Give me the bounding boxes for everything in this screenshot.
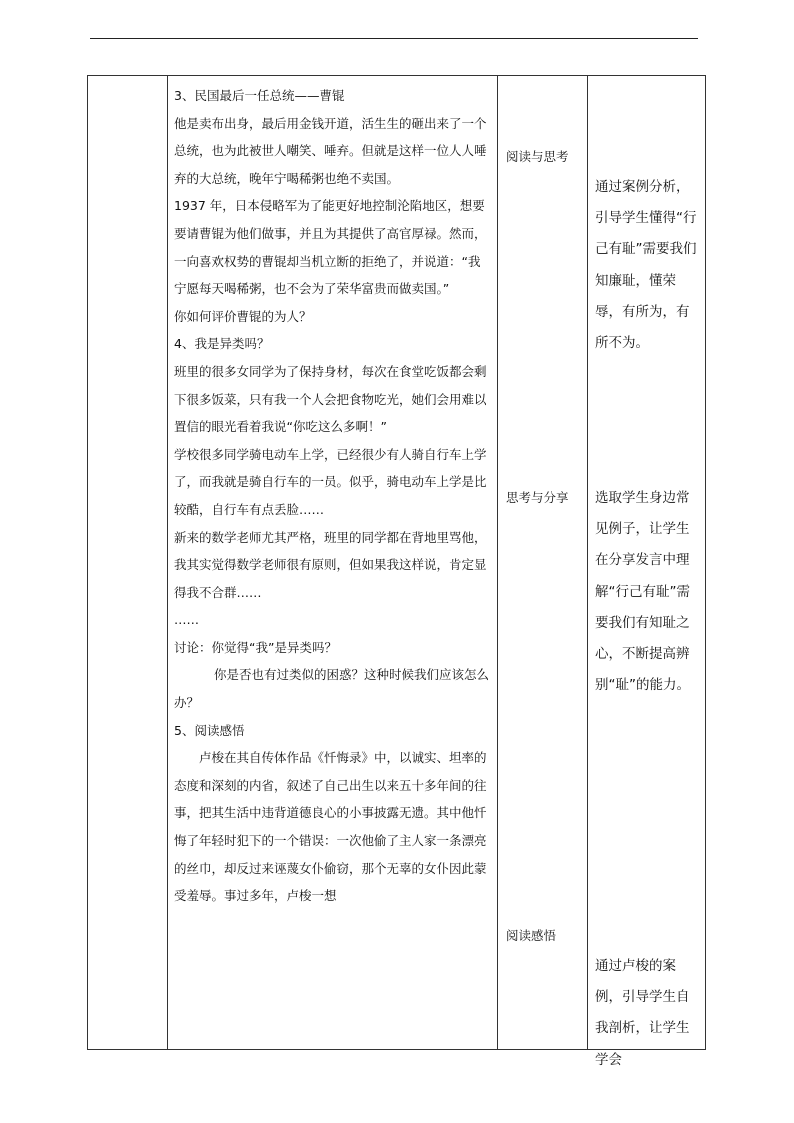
activity-label: 阅读感悟 [506,928,557,943]
discussion: 讨论：你觉得“我”是异类吗？ [174,639,337,655]
paragraph: 卢梭在其自传体作品《忏悔录》中，以诚实、坦率的态度和深刻的内省，叙述了自己出生以来五十多年间的往事，把其生活中违背道德良心的小事披露无遗。其中他忏悔了年轻时犯下的一个错误：一次他偷了主人家一条漂亮的丝巾，却反过来诬蔑女仆偷窃，那个无辜的女仆因此蒙受羞辱。事过多年，卢梭一想 [174,750,487,904]
content-cell [168,76,498,1050]
paragraph: 班里的很多女同学为了保持身材，每次在食堂吃饭都会剩下很多饭菜，只有我一个人会把食物吃光，她们会用难以置信的眼光看着我说“你吃这么多啊！” [174,363,487,435]
discussion-question: 你是否也有过类似的困惑？这种时候我们应该怎么办？ [174,667,490,711]
design-intent: 通过案例分析，引导学生懂得“行己有耻”需要我们知廉耻，懂荣辱，有所为，有所不为。 [595,179,697,352]
activity-label: 思考与分享 [506,490,569,505]
activity-cell [498,76,588,1050]
paragraph: 他是卖布出身，最后用金钱开道，活生生的砸出来了一个总统，也为此被世人嘲笑、唾弃。但就是这样一位人人唾弃的大总统，晚年宁喝稀粥也绝不卖国。 [174,115,487,186]
ellipsis: …… [174,612,199,628]
paragraph: 新来的数学老师尤其严格，班里的同学都在背地里骂他，我其实觉得数学老师很有原则，但如果我这样说，肯定显得我不合群…… [174,529,487,600]
section-heading-5: 5、阅读感悟 [174,722,245,738]
header-rule [90,38,698,39]
paragraph: 学校很多同学骑电动车上学，已经很少有人骑自行车上学了，而我就是骑自行车的一员。似乎，骑电动车上学是比较酷，自行车有点丢脸…… [174,446,487,517]
design-intent: 通过卢梭的案例，引导学生自我剖析，让学生学会 [595,958,690,1068]
stage-cell [88,76,168,1050]
intent-cell [588,76,706,1068]
design-intent: 选取学生身边常见例子，让学生在分享发言中理解“行己有耻”需要我们有知耻之心，不断提高辨别“耻”的能力。 [595,490,690,694]
table-row [88,76,706,1050]
lesson-plan-table [87,75,706,1068]
section-heading-3: 3、民国最后一任总统——曹锟 [174,88,345,103]
activity-label: 阅读与思考 [506,149,569,164]
paragraph: 1937 年，日本侵略军为了能更好地控制沦陷地区，想要要请曹锟为他们做事，并且为其提供了高官厚禄。然而，一向喜欢权势的曹锟却当机立断的拒绝了，并说道：“我宁愿每天喝稀粥，也不会为了荣华富贵而做卖国。” [174,198,487,297]
question: 你如何评价曹锟的为人？ [174,308,312,324]
section-heading-4: 4、我是异类吗？ [174,336,270,352]
